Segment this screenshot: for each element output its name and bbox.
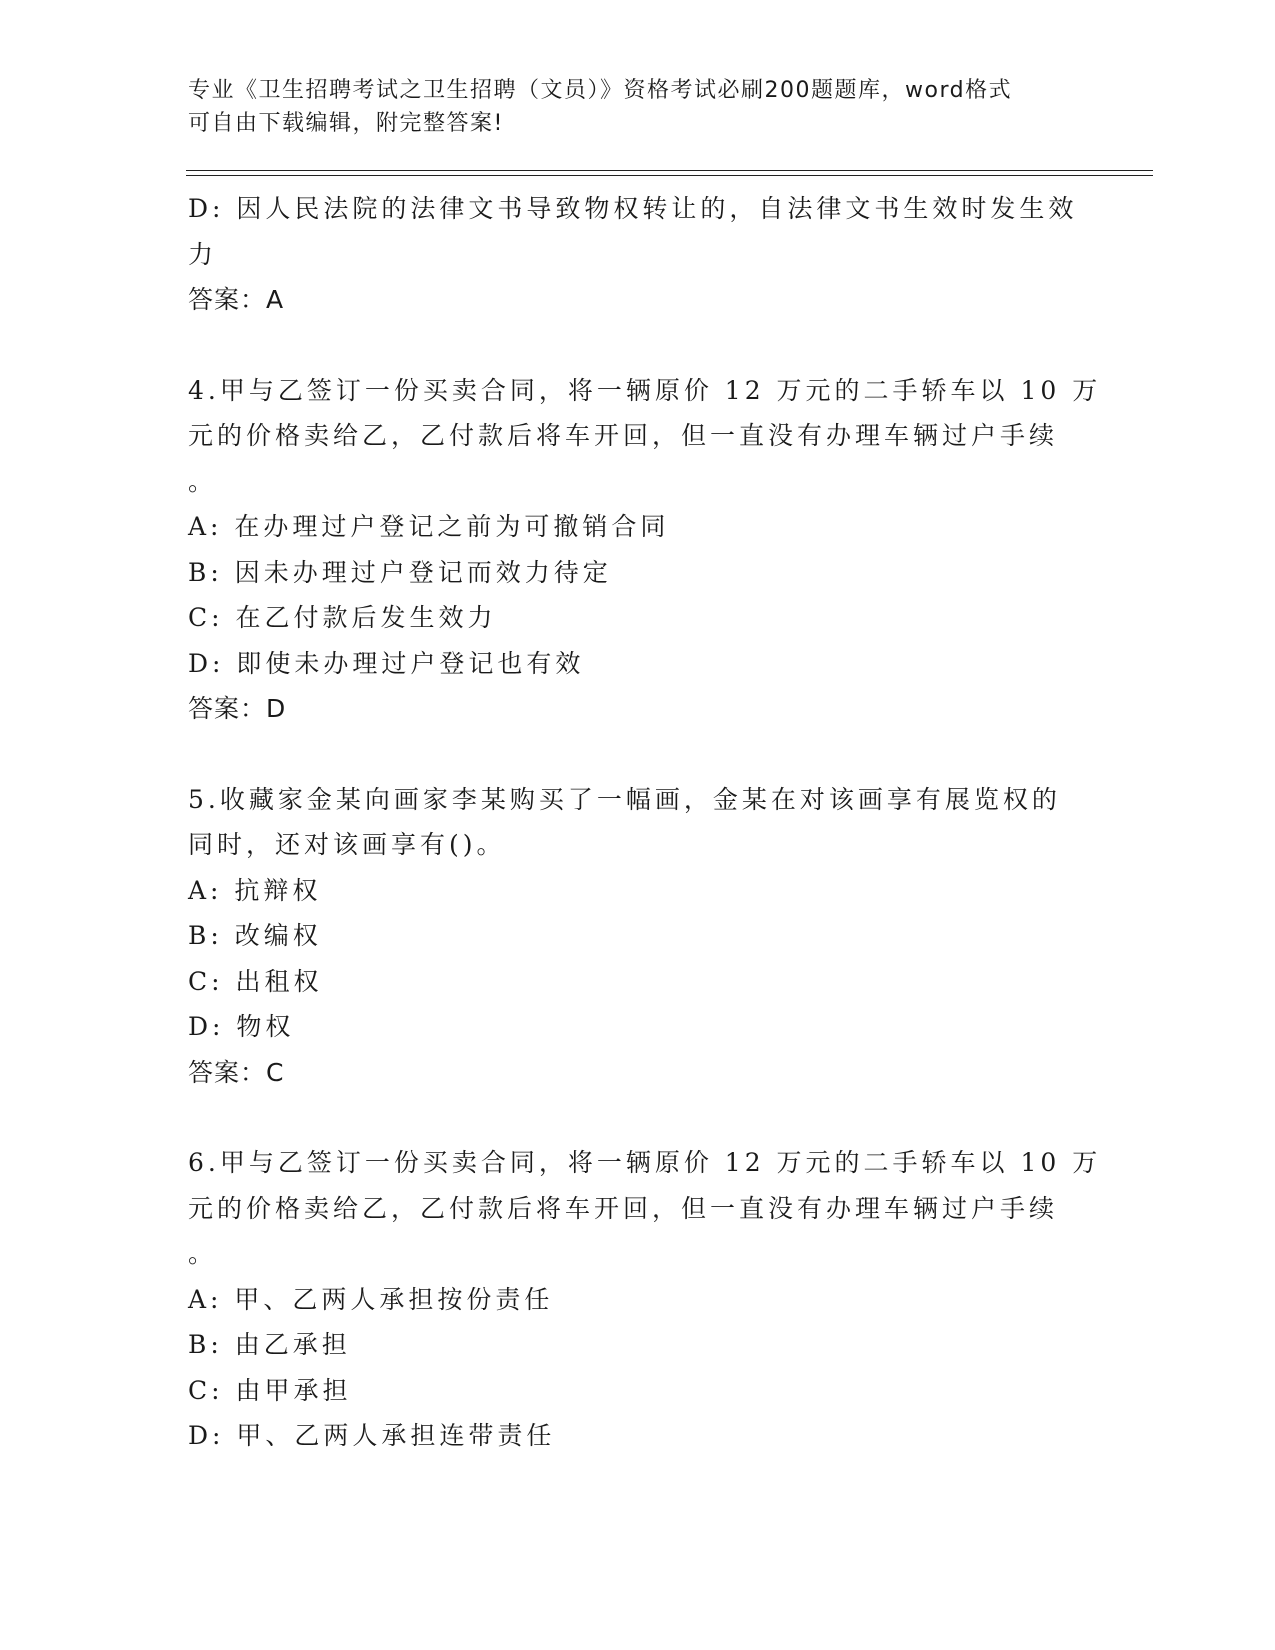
option-d: D: 甲、乙两人承担连带责任 [188, 1421, 556, 1450]
option-b: B: 改编权 [188, 921, 322, 950]
question-5 [188, 777, 1088, 1096]
page-header [188, 74, 1068, 140]
option-c: C: 出租权 [188, 966, 323, 996]
question-text: 6.甲与乙签订一份买卖合同，将一辆原价 12 万元的二手轿车以 10 万 [188, 1148, 1102, 1177]
question-text: 4.甲与乙签订一份买卖合同，将一辆原价 12 万元的二手轿车以 10 万 [188, 375, 1102, 405]
header-line-1: 专业《卫生招聘考试之卫生招聘（文员）》资格考试必刷200题题库，word格式 [188, 78, 1013, 103]
header-rule-top [186, 170, 1153, 171]
option-a: A: 抗辩权 [188, 875, 322, 905]
spacer [188, 323, 1088, 368]
question-text: 。 [188, 1239, 218, 1268]
question-text: 。 [188, 466, 218, 496]
question-text: 元的价格卖给乙，乙付款后将车开回，但一直没有办理车辆过户手续 [188, 1193, 1059, 1223]
question-4 [188, 368, 1102, 732]
question-text: 5.收藏家金某向画家李某购买了一幅画，金某在对该画享有展览权的 [188, 784, 1061, 814]
answer-label: 答案：D [188, 694, 287, 723]
option-c: C: 由甲承担 [188, 1375, 352, 1405]
option-a: A: 在办理过户登记之前为可撤销合同 [188, 512, 670, 541]
option-b: B: 因未办理过户登记而效力待定 [188, 557, 612, 587]
answer-label: 答案：A [188, 285, 285, 314]
header-line-2: 可自由下载编辑，附完整答案! [188, 111, 504, 136]
option-d-continued: 力 [188, 239, 218, 269]
option-a: A: 甲、乙两人承担按份责任 [188, 1284, 554, 1314]
header-rule-bottom [186, 175, 1153, 176]
question-text: 同时，还对该画享有()。 [188, 830, 506, 859]
spacer [188, 732, 1088, 777]
option-d: D: 即使未办理过户登记也有效 [188, 648, 585, 678]
question-3-tail [188, 186, 1088, 323]
spacer [188, 1095, 1088, 1140]
question-6 [188, 1140, 1102, 1459]
answer-label: 答案：C [188, 1057, 285, 1087]
question-text: 元的价格卖给乙，乙付款后将车开回，但一直没有办理车辆过户手续 [188, 421, 1059, 450]
question-content [188, 186, 1102, 1459]
option-d: D: 因人民法院的法律文书导致物权转让的，自法律文书生效时发生效 [188, 194, 1078, 223]
option-d: D: 物权 [188, 1012, 295, 1041]
option-b: B: 由乙承担 [188, 1330, 351, 1359]
option-c: C: 在乙付款后发生效力 [188, 603, 497, 632]
